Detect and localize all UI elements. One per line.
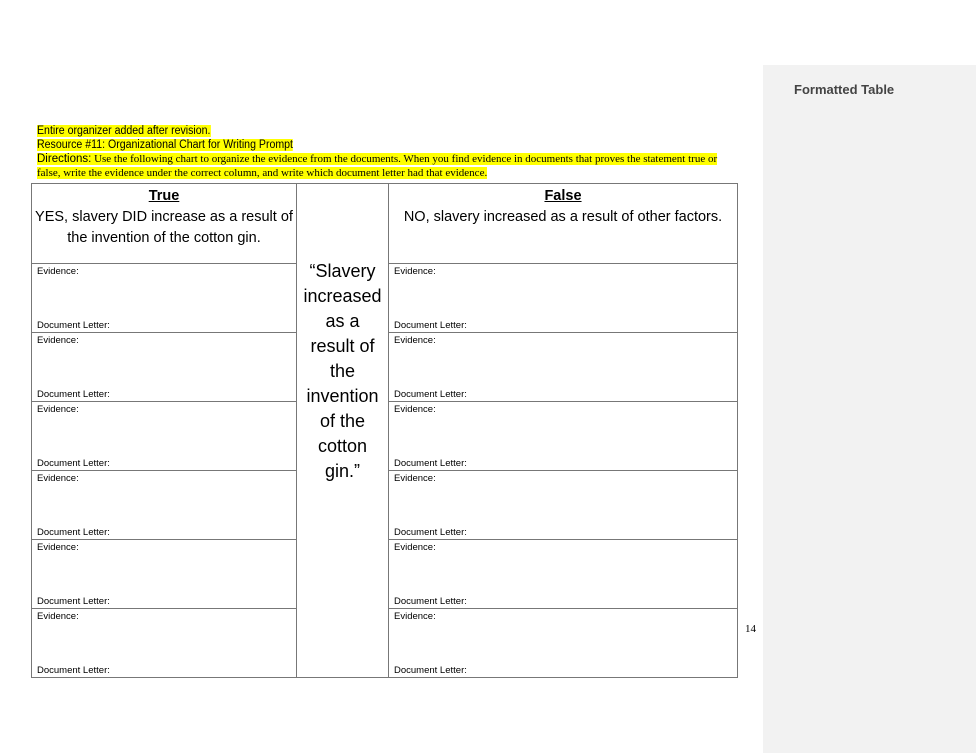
false-evidence-cell[interactable]	[389, 471, 738, 540]
resource-title: Resource #11: Organizational Chart for Writing Prompt	[37, 139, 294, 151]
document-letter-label: Document Letter:	[37, 458, 110, 469]
document-letter-label: Document Letter:	[394, 527, 467, 538]
false-evidence-cell[interactable]	[389, 609, 738, 678]
document-letter-label: Document Letter:	[37, 389, 110, 400]
true-evidence-cell[interactable]	[32, 609, 297, 678]
evidence-label: Evidence:	[394, 404, 436, 415]
document-letter-label: Document Letter:	[394, 458, 467, 469]
directions-label: Directions:	[37, 153, 92, 165]
page-number: 14	[745, 623, 756, 635]
evidence-label: Evidence:	[37, 266, 79, 277]
revision-note: Entire organizer added after revision.	[37, 125, 211, 137]
evidence-label: Evidence:	[37, 542, 79, 553]
true-evidence-cell[interactable]	[32, 540, 297, 609]
evidence-label: Evidence:	[37, 335, 79, 346]
comment-pane	[763, 65, 976, 753]
true-title: True	[148, 188, 180, 204]
document-letter-label: Document Letter:	[37, 596, 110, 607]
document-letter-label: Document Letter:	[394, 320, 467, 331]
false-evidence-cell[interactable]	[389, 333, 738, 402]
document-letter-label: Document Letter:	[394, 389, 467, 400]
evidence-label: Evidence:	[37, 611, 79, 622]
false-header-cell	[389, 184, 738, 264]
document-letter-label: Document Letter:	[37, 527, 110, 538]
evidence-label: Evidence:	[37, 404, 79, 415]
evidence-label: Evidence:	[394, 473, 436, 484]
evidence-label: Evidence:	[37, 473, 79, 484]
document-letter-label: Document Letter:	[37, 665, 110, 676]
center-statement: “Slavery increased as a result of the invention of the cotton gin.”	[303, 261, 382, 481]
false-evidence-cell[interactable]	[389, 402, 738, 471]
evidence-label: Evidence:	[394, 266, 436, 277]
false-evidence-cell[interactable]	[389, 540, 738, 609]
organizer-table	[31, 183, 738, 678]
evidence-label: Evidence:	[394, 611, 436, 622]
document-letter-label: Document Letter:	[394, 665, 467, 676]
evidence-label: Evidence:	[394, 542, 436, 553]
document-letter-label: Document Letter:	[394, 596, 467, 607]
document-letter-label: Document Letter:	[37, 320, 110, 331]
directions-text: Use the following chart to organize the evidence from the documents. When you find evidence in documents that proves the statement true or false, write the evidence under the correct column, and write which document letter had that evidence.	[37, 153, 718, 179]
false-evidence-cell[interactable]	[389, 264, 738, 333]
false-statement: NO, slavery increased as a result of other factors.	[403, 209, 723, 225]
evidence-label: Evidence:	[394, 335, 436, 346]
true-evidence-cell[interactable]	[32, 402, 297, 471]
true-evidence-cell[interactable]	[32, 333, 297, 402]
false-title: False	[544, 188, 582, 204]
true-evidence-cell[interactable]	[32, 264, 297, 333]
true-statement: YES, slavery DID increase as a result of the invention of the cotton gin.	[35, 209, 293, 246]
true-header-cell	[32, 184, 297, 264]
comment-pane-title: Formatted Table	[794, 82, 895, 97]
true-evidence-cell[interactable]	[32, 471, 297, 540]
directions	[37, 152, 727, 180]
center-statement-cell	[297, 184, 389, 678]
